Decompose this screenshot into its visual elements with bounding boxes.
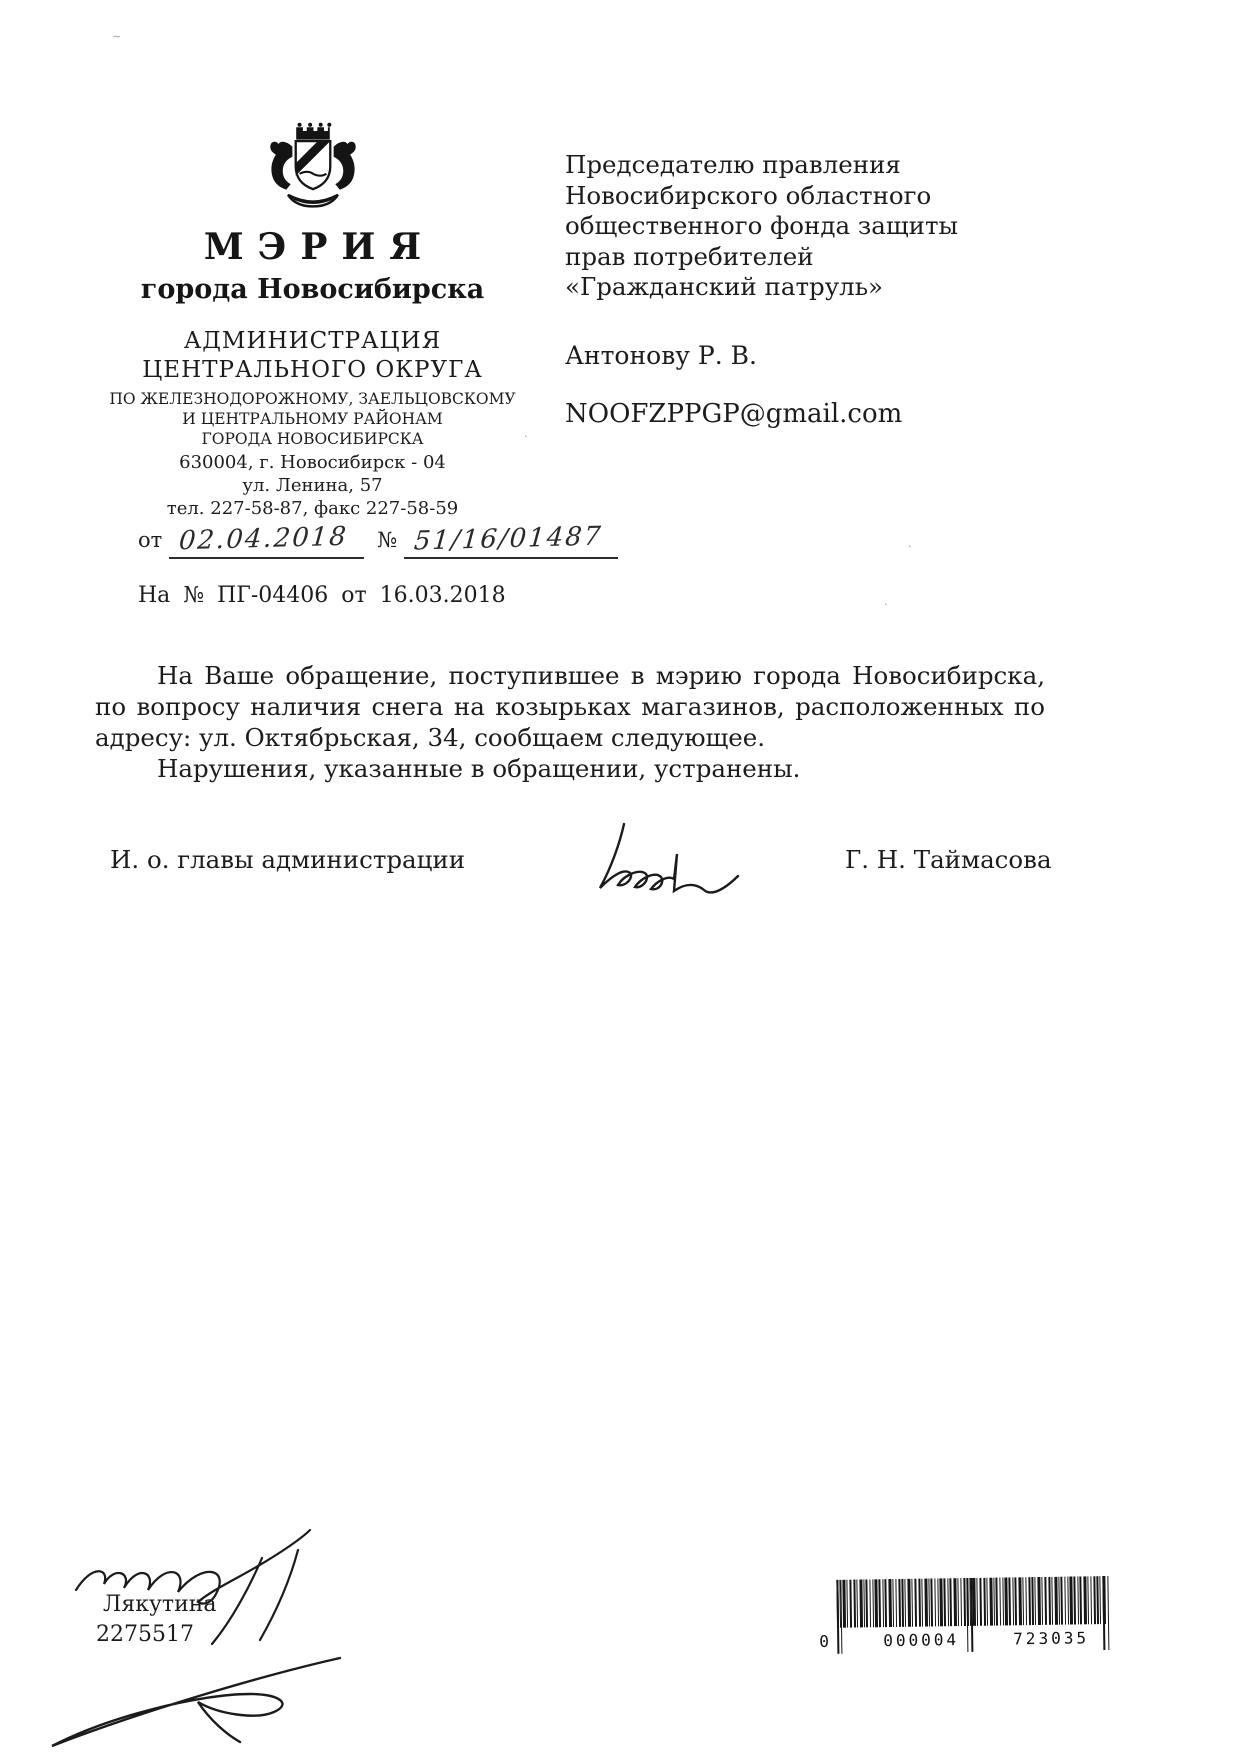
handwritten-number: 51/16/01487 xyxy=(412,521,604,557)
district-line-3: ГОРОДА НОВОСИБИРСКА xyxy=(201,430,424,448)
scan-speck: ∼ xyxy=(112,30,122,43)
signature-flourish-icon xyxy=(40,1650,360,1754)
org-name-city: города Новосибирска xyxy=(140,274,485,305)
district-line-2: И ЦЕНТРАЛЬНОМУ РАЙОНАМ xyxy=(182,410,443,428)
barcode-digits-mid: 000004 xyxy=(883,1630,960,1651)
reply-reference-line: На № ПГ-04406 от 16.03.2018 xyxy=(138,583,506,608)
novosibirsk-coat-of-arms-icon xyxy=(265,118,361,218)
executor-phone: 2275517 xyxy=(96,1622,194,1647)
handwritten-date: 02.04.2018 xyxy=(177,521,349,557)
outgoing-reference-line xyxy=(138,521,604,559)
recipient-email: NOOFZPPGP@gmail.com xyxy=(565,399,903,429)
recipient-line: «Гражданский патруль» xyxy=(565,272,884,301)
district-line-1: ПО ЖЕЛЕЗНОДОРОЖНОМУ, ЗАЕЛЬЦОВСКОМУ xyxy=(109,390,516,408)
scan-speck: · xyxy=(908,540,912,553)
letter-body xyxy=(95,660,1045,784)
body-paragraph-2: Нарушения, указанные в обращении, устранены. xyxy=(157,754,801,783)
scan-speck: · xyxy=(524,430,528,443)
letterhead xyxy=(90,118,535,520)
barcode-digits-right: 723035 xyxy=(1013,1628,1090,1649)
signer-name: Г. Н. Таймасова xyxy=(845,845,1052,874)
number-field xyxy=(404,521,618,559)
registration-barcode xyxy=(814,1576,1115,1670)
barcode-digit-left: 0 xyxy=(819,1631,830,1652)
recipient-name: Антонову Р. В. xyxy=(565,341,757,370)
recipient-line: Председателю правления xyxy=(565,150,901,179)
dept-line-1: АДМИНИСТРАЦИЯ xyxy=(183,328,442,354)
date-field xyxy=(169,521,364,559)
number-label: № xyxy=(377,528,398,552)
recipient-line: Новосибирского областного xyxy=(565,180,932,210)
executor-name: Лякутина xyxy=(103,1592,217,1617)
body-paragraph-1: На Ваше обращение, поступившее в мэрию города Новосибирска, по вопросу наличия снега на козырьках магазинов, расположенных по адресу: ул. Октябрьская, 34, сообщаем следующее. xyxy=(95,661,1045,752)
signer-position-title: И. о. главы администрации xyxy=(110,845,466,874)
dept-line-2: ЦЕНТРАЛЬНОГО ОКРУГА xyxy=(142,357,483,383)
phone-line: тел. 227-58-87, факс 227-58-59 xyxy=(166,498,459,519)
org-name-mayoralty: МЭРИЯ xyxy=(203,226,436,268)
official-signature-icon xyxy=(560,818,750,918)
recipient-block xyxy=(565,150,1035,303)
address-line-1: 630004, г. Новосибирск - 04 xyxy=(179,452,446,473)
from-label: от xyxy=(138,528,163,552)
recipient-line: общественного фонда защиты xyxy=(565,211,958,240)
scan-speck: · xyxy=(884,598,888,611)
address-line-2: ул. Ленина, 57 xyxy=(242,475,383,496)
recipient-line: прав потребителей xyxy=(565,241,814,271)
